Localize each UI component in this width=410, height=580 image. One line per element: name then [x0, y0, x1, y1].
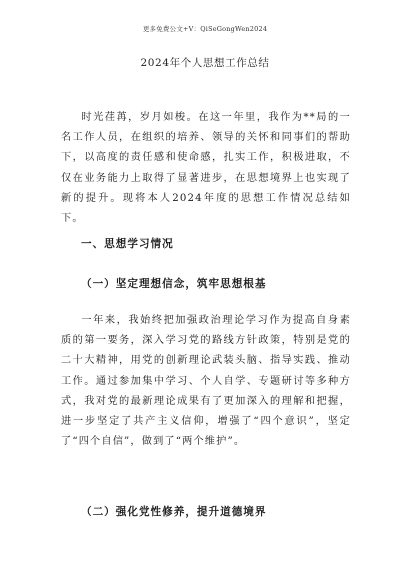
subsection-heading: （一）坚定理想信念，筑牢思想根基	[81, 278, 267, 290]
document-title: 2024年个人思想工作总结	[140, 57, 270, 69]
subsection-paragraph: 一年来，我始终把加强政治理论学习作为提高自身素质的第一要务，深入学习党的路线方针政策，特别是党的二十大精神，用党的创新理论武装头脑、指导实践、推动工作。通过参加集中学习、个人自学、专题研讨等多种方式，我对党的最新理论成果有了更加深入的理解和把握，进一步坚定了共产主义信仰，增强了“四个意识”，坚定了“四个自信”，做到了“两个维护”。	[61, 315, 351, 448]
header-note: 更多免费公文+V：QiSeGongWen2024	[142, 25, 268, 33]
intro-paragraph: 时光荏苒，岁月如梭。在这一年里，我作为**局的一名工作人员，在组织的培养、领导的关怀和同事们的帮助下，以高度的责任感和使命感，扎实工作，积极进取，不仅在业务能力上取得了显著进步，在思想境界上也实现了新的提升。现将本人2024年度的思想工作情况总结如下。	[61, 112, 351, 225]
subsection-heading: （二）强化党性修养，提升道德境界	[81, 506, 267, 518]
section-heading: 一、思想学习情况	[81, 238, 174, 250]
